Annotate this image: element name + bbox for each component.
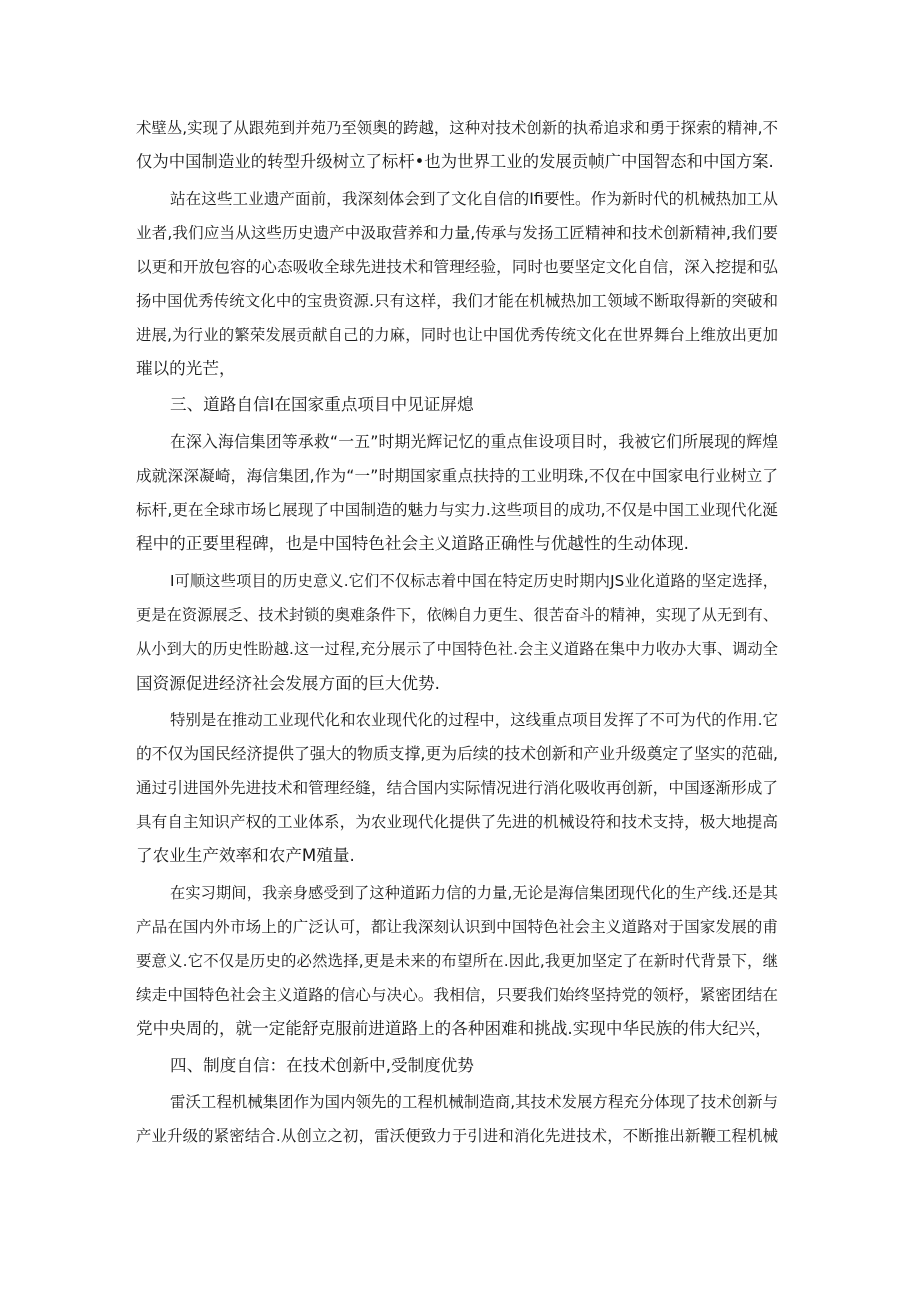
paragraph-first-line: 特别是在推动工业现代化和农业现代化的过程中，这线重点项目发挥了不可为代的作用.它 xyxy=(170,711,778,729)
text-line: 了农业生产效率和农产M殖量. xyxy=(136,846,355,865)
text-line: 术壁丛,实现了从跟苑到并苑乃至领奥的跨越，这种对技术创新的执希追求和勇于探索的精神,不 xyxy=(136,119,778,137)
paragraph-first-line: 雷沃工程机械集团作为国内领先的工程机械制造商,其技术发展方程充分体现了技术创新与 xyxy=(170,1093,778,1111)
text-line: 国资源促进经济社会发展方面的巨大优势. xyxy=(136,674,440,693)
text-line: 更是在资源展乏、技术封锁的奥难条件下，依㈱自力更生、很苦奋斗的精神，实现了从无到有、 xyxy=(136,606,778,624)
text-line: 要意义.它不仅是历史的必然选择,更是未来的布望所在.因此,我更加坚定了在新时代背景下，继 xyxy=(136,952,778,970)
text-line: 通过引进国外先进技术和管理经缝，结合国内实际情况进行消化吸收再创新，中国逐渐形成了 xyxy=(136,779,778,797)
text-line: 仅为中国制造业的转型升级树立了标杆•也为世界工业的发展贡帧广中国智态和中国方案. xyxy=(136,152,774,171)
text-line: 以更和开放包容的心态吸收全球先进技术和管理经验，同时也要坚定文化自信，深入挖提和弘 xyxy=(136,258,778,276)
section-heading: 三、道路自信I在国家重点项目中见证屏熄 xyxy=(170,395,474,414)
text-line: 具有自主知识产权的工业体系，为农业现代化提供了先进的机械设符和技术支持，极大地提高 xyxy=(136,813,778,831)
text-line: 产业升级的紧密结合.从创立之初，雷沃便致力于引进和消化先进技术，不断推出新鞭工程机械 xyxy=(136,1127,778,1145)
text-line: 产品在国内外市场上的广泛认可，都让我深刻认识到中国特色社会主义道路对于国家发展的甫 xyxy=(136,918,778,936)
text-line: 璀以的光芒， xyxy=(136,359,236,378)
paragraph-first-line: 在深入海信集团等承救“一五”时期光辉记忆的重点隹设项目时，我被它们所展现的辉煌 xyxy=(170,432,778,451)
text-line: 续走中国特色社会主义道路的信心与决心。我相信，只要我们始终坚持党的领杼，紧密团结在 xyxy=(136,986,778,1004)
paragraph-first-line: 在实习期间，我亲身感受到了这种道跖力信的力量,无论是海信集团现代化的生产线.还是其 xyxy=(170,884,778,902)
paragraph-first-line: 站在这些工业遗产面前，我深刻体会到了文化自信的Ifi要性。作为新时代的机械热加工从 xyxy=(170,190,778,208)
text-line: 从小到大的历史性盼越.这一过程,充分展示了中国特色社.会主义道路在集中力收办大事、调动全 xyxy=(136,640,778,658)
text-line: 标杆,更在全球市场匕展现了中国制造的魅力与实力.这些项目的成功,不仅是中国工业现代化涎 xyxy=(136,501,778,519)
paragraph-first-line: I可顺这些项目的历史意义.它们不仅标志着中国在特定历史时期内JS业化道路的坚定选择， xyxy=(170,572,778,590)
text-line: 业者,我们应当从这些历史遗产中汲取营养和力量,传承与发扬工匠精神和技术创新精神,我们要 xyxy=(136,224,778,242)
text-line: 的不仅为国民经济提供了强大的物质支撑,更为后续的技术创新和产业升级奠定了坚实的范础, xyxy=(136,744,778,763)
text-line: 进展,为行业的繁荣发展贡献自己的力麻，同时也让中国优秀传统文化在世界舞台上维放出更加 xyxy=(136,326,778,344)
text-line: 扬中国优秀传统文化中的宝贵资源.只有这样，我们才能在机械热加工领域不断取得新的突破和 xyxy=(136,292,778,310)
text-line: 程中的正要里程碑，也是中国特色社会主义道路正确性与优越性的生动体现. xyxy=(136,534,689,553)
text-line: 党中央周的，就一定能舒克服前进道路上的各种困难和挑战.实现中华民族的伟大纪兴， xyxy=(136,1019,772,1038)
section-heading: 四、制度自信：在技术创新中,受制度优势 xyxy=(170,1056,474,1075)
text-line: 成就深深凝崎，海信集团,作为“一”时期国家重点扶持的工业明珠,不仅在中国家电行业树立了 xyxy=(136,467,778,485)
